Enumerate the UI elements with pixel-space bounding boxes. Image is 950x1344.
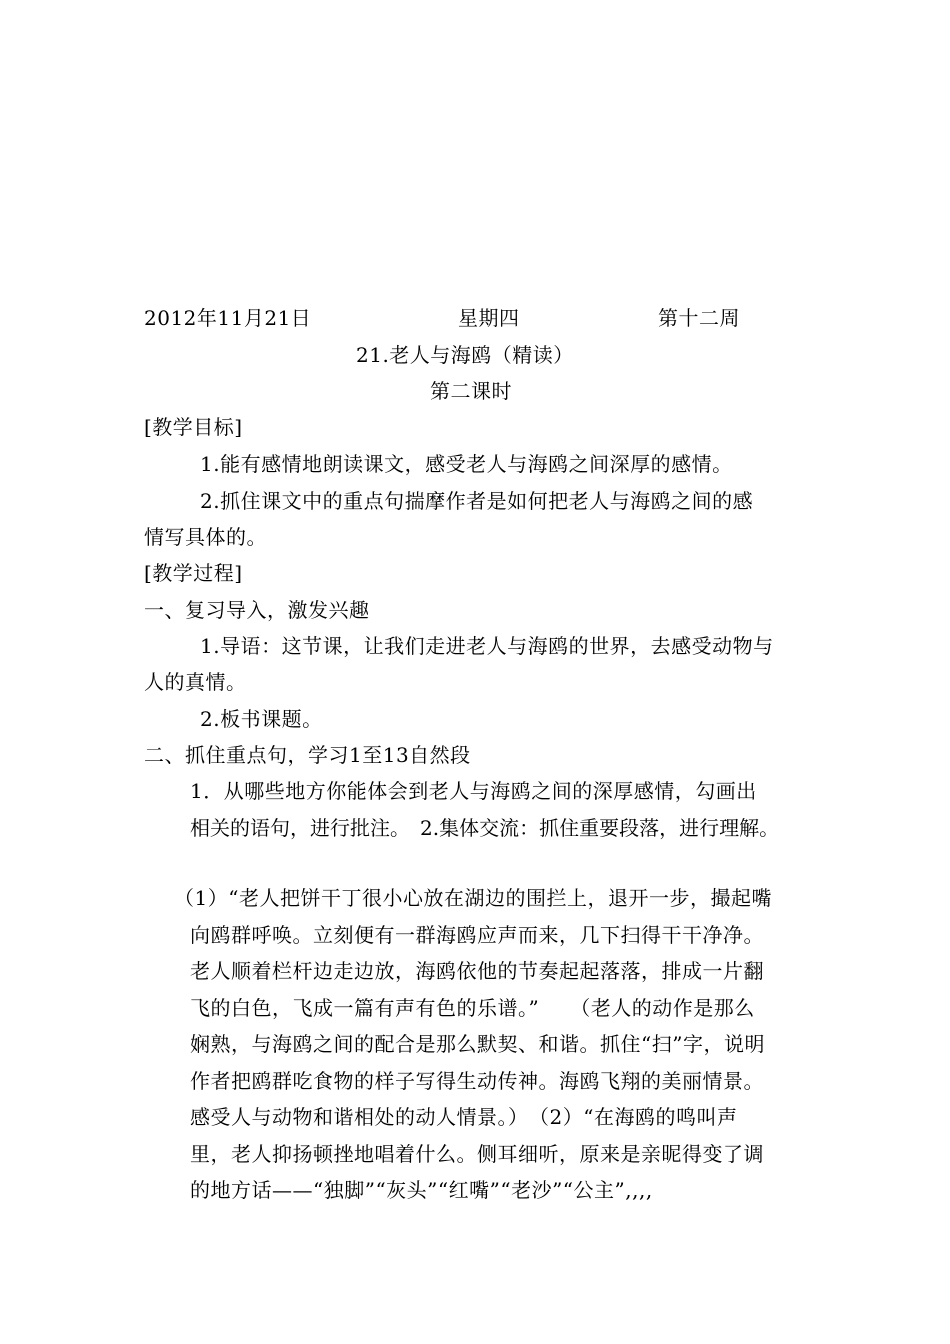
quote-line: 的地方话——“独脚”“灰头”“红嘴”“老沙”“公主”,,,, — [190, 1178, 653, 1202]
quote-line: （1）“老人把饼干丁很小心放在湖边的围拦上，退开一步，撮起嘴 — [174, 886, 772, 910]
section-1-item-1-line-1: 1.导语：这节课，让我们走进老人与海鸥的世界，去感受动物与 — [200, 634, 774, 658]
objectives-heading: [教学目标] — [144, 415, 243, 439]
lesson-weekday: 星期四 — [458, 306, 520, 330]
quote-line: 向鸥群呼唤。立刻便有一群海鸥应声而来，几下扫得干干净净。 — [190, 923, 764, 947]
section-1-item-2: 2.板书课题。 — [200, 707, 323, 731]
objective-item-2-line-1: 2.抓住课文中的重点句揣摩作者是如何把老人与海鸥之间的感 — [200, 489, 754, 513]
section-1-item-1-line-2: 人的真情。 — [144, 670, 247, 694]
section-2-item-1-line-2: 相关的语句，进行批注。 2.集体交流：抓住重要段落，进行理解。 — [190, 816, 780, 840]
lesson-subtitle: 第二课时 — [430, 379, 512, 403]
quote-line: 感受人与动物和谐相处的动人情景。） （2）“在海鸥的鸣叫声 — [190, 1105, 738, 1129]
quote-line: 老人顺着栏杆边走边放，海鸥依他的节奏起起落落，排成一片翻 — [190, 959, 764, 983]
quote-line: 里，老人抑扬顿挫地唱着什么。侧耳细听，原来是亲昵得变了调 — [190, 1142, 764, 1166]
objective-item-1: 1.能有感情地朗读课文，感受老人与海鸥之间深厚的感情。 — [200, 452, 733, 476]
section-2-item-1-line-1: 1．从哪些地方你能体会到老人与海鸥之间的深厚感情，勾画出 — [190, 779, 757, 803]
section-1-title: 一、复习导入，激发兴趣 — [144, 598, 370, 622]
quote-line: 作者把鸥群吃食物的样子写得生动传神。海鸥飞翔的美丽情景。 — [190, 1069, 764, 1093]
lesson-week: 第十二周 — [658, 306, 740, 330]
lesson-title: 21.老人与海鸥（精读） — [356, 343, 574, 367]
process-heading: [教学过程] — [144, 561, 243, 585]
section-2-title: 二、抓住重点句，学习1至13自然段 — [144, 743, 471, 767]
quote-line: 飞的白色，飞成一篇有声有色的乐谱。” （老人的动作是那么 — [190, 996, 755, 1020]
lesson-date: 2012年11月21日 — [144, 306, 312, 330]
quote-line: 娴熟，与海鸥之间的配合是那么默契、和谐。抓住“扫”字，说明 — [190, 1032, 765, 1056]
objective-item-2-line-2: 情写具体的。 — [144, 525, 267, 549]
